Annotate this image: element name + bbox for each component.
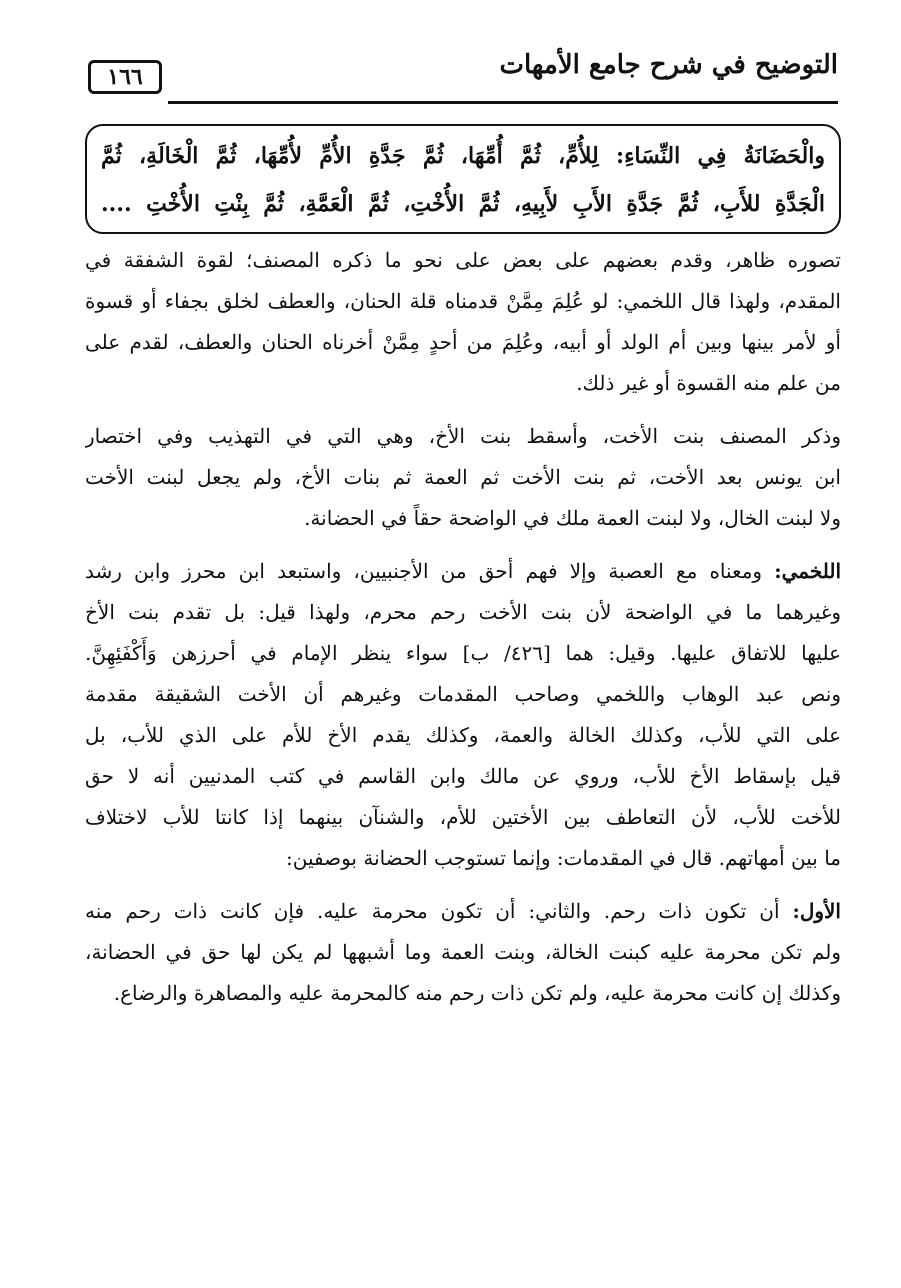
text-line: المقدم، ولهذا قال اللخمي: لو عُلِمَ مِمَّنْ قدمناه قلة الحنان، والعطف لخلق بجفاء أو قسوة [85, 289, 841, 313]
page-header [88, 48, 838, 112]
line-text: أن تكون ذات رحم. والثاني: أن تكون محرمة عليه. فإن كانت ذات رحم منه [85, 899, 793, 923]
text-line: على التي للأب، وكذلك الخالة والعمة، وكذلك يقدم الأخ للأم على الذي للأب، بل [85, 723, 841, 747]
text-line: ولا لبنت الخال، ولا لبنت العمة ملك في الواضحة حقاً في الحضانة. [304, 506, 841, 530]
text-line: ابن يونس بعد الأخت، ثم بنت الأخت ثم العمة ثم بنات الأخ، ولم يجعل لبنت الأخت [85, 465, 841, 489]
text-line: ولم تكن محرمة عليه كبنت الخالة، وبنت العمة وما أشبهها لم يكن لها حق في الحضانة، [85, 940, 841, 964]
paragraph [85, 416, 841, 539]
text-line: وكذلك إن كانت محرمة عليه، ولم تكن ذات رحم منه كالمحرمة عليه والمصاهرة والرضاع. [113, 981, 841, 1005]
header-rule [168, 101, 838, 104]
matn-box [85, 124, 841, 234]
text-line [85, 891, 841, 932]
page-number: ١٦٦ [107, 64, 143, 90]
paragraph [85, 240, 841, 404]
text-line: ونص عبد الوهاب واللخمي وصاحب المقدمات وغيرهم أن الأخت الشقيقة مقدمة [85, 682, 841, 706]
text-line: أو لأمر بينها وبين أم الولد أو أبيه، وعُلِمَ من أحدٍ مِمَّنْ أخرناه الحنان والعطف، لقدم على [85, 330, 841, 354]
text-line: عليها للاتفاق عليها. وقيل: هما [٤٢٦/ ب] سواء ينظر الإمام في أحرزهن وَأَكْفَئِهِنَّ. [85, 641, 841, 665]
text-line: للأخت للأب، لأن التعاطف بين الأختين للأم، والشنآن بينهما إذا كانتا للأب لاختلاف [85, 805, 841, 829]
line-text: ومعناه مع العصبة وإلا فهم أحق من الأجنبيين، واستبعد ابن محرز وابن رشد [85, 559, 775, 583]
lead-label: الأول: [792, 899, 841, 923]
paragraph [85, 891, 841, 1014]
page-number-box [88, 60, 162, 94]
matn-line: الْجَدَّةِ للأَبِ، ثُمَّ جَدَّةِ الأَبِ لأَبِيهِ، ثُمَّ الأُخْتِ، ثُمَّ الْعَمَّةِ، ثُمَّ بِنْتِ الأُخْتِ .... [101, 191, 825, 217]
lead-label: اللخمي: [774, 559, 841, 583]
text-line [85, 551, 841, 592]
text-line: قيل بإسقاط الأخ للأب، وروي عن مالك وابن القاسم في كتب المدنيين أنه لا حق [85, 764, 841, 788]
paragraph [85, 551, 841, 879]
text-line: من علم منه القسوة أو غير ذلك. [576, 371, 841, 395]
book-title: التوضيح في شرح جامع الأمهات [499, 50, 838, 80]
text-line: ما بين أمهاتهم. قال في المقدمات: وإنما تستوجب الحضانة بوصفين: [286, 846, 841, 870]
text-line: وذكر المصنف بنت الأخت، وأسقط بنت الأخ، وهي التي في التهذيب وفي اختصار [85, 424, 841, 448]
matn-line: والْحَضَانَةُ فِي النِّسَاءِ: لِلأُمِّ، ثُمَّ أُمِّهَا، ثُمَّ جَدَّةِ الأُمِّ لأُمِّهَا، ثُمَّ الْخَالَةِ، ثُمَّ [101, 143, 825, 169]
text-line: وغيرهما ما في الواضحة لأن بنت الأخت رحم محرم، ولهذا قيل: بل تقدم بنت الأخ [85, 600, 841, 624]
text-line: تصوره ظاهر، وقدم بعضهم على بعض على نحو ما ذكره المصنف؛ لقوة الشفقة في [85, 248, 841, 272]
commentary-body [85, 240, 841, 1026]
